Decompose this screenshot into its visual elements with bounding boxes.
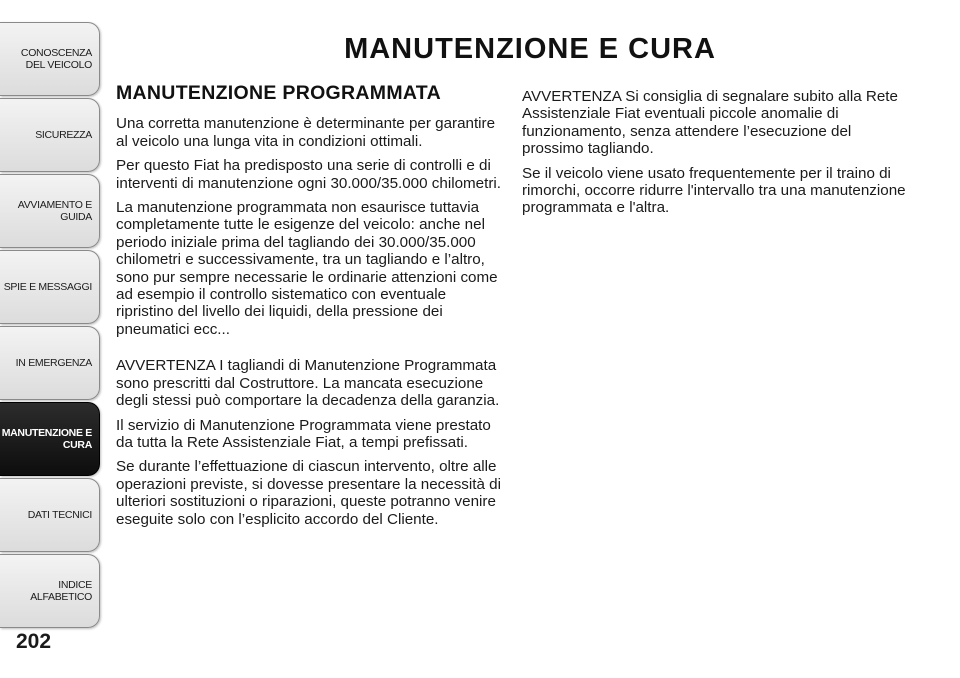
tab-label: DATI TECNICI	[27, 509, 92, 521]
paragraph: Per questo Fiat ha predisposto una serie di controlli e di interventi di manutenzione ogni 30.000/35.000 chilometri.	[116, 157, 501, 192]
section-heading: MANUTENZIONE PROGRAMMATA	[116, 82, 441, 104]
warning-paragraph: AVVERTENZA Si consiglia di segnalare subito alla Rete Assistenziale Fiat eventuali piccole anomalie di funzionamento, senza attendere l’esecuzione del prossimo tagliando.	[522, 88, 898, 158]
tab-in-emergenza[interactable]	[0, 326, 100, 400]
warning-paragraph: AVVERTENZA I tagliandi di Manutenzione Programmata sono prescritti dal Costruttore. La mancata esecuzione degli stessi può comportare la decadenza della garanzia.	[116, 357, 500, 410]
page-title: MANUTENZIONE E CURA	[344, 33, 716, 66]
tab-avviamento-e-guida[interactable]	[0, 174, 100, 248]
tab-sicurezza[interactable]	[0, 98, 100, 172]
tab-label: SPIE E MESSAGGI	[3, 281, 92, 293]
tab-label: IN EMERGENZA	[15, 357, 92, 369]
tab-label: SICUREZZA	[35, 129, 92, 141]
paragraph: Una corretta manutenzione è determinante per garantire al veicolo una lunga vita in condizioni ottimali.	[116, 115, 496, 150]
tab-label: MANUTENZIONE E CURA	[1, 427, 92, 451]
tab-label: AVVIAMENTO E GUIDA	[17, 199, 92, 223]
paragraph: Se durante l’effettuazione di ciascun intervento, oltre alle operazioni previste, si dovesse presentare la necessità di ulteriori sostituzioni o riparazioni, queste potranno venire eseguite solo con l’esplicito accordo del Cliente.	[116, 458, 501, 528]
page-number: 202	[16, 630, 52, 653]
tab-dati-tecnici[interactable]	[0, 478, 100, 552]
tab-label: CONOSCENZA DEL VEICOLO	[20, 47, 92, 71]
tab-manutenzione-e-cura[interactable]	[0, 402, 100, 476]
paragraph: Se il veicolo viene usato frequentemente per il traino di rimorchi, occorre ridurre l'intervallo tra una manutenzione programmata e l'altra.	[522, 164, 906, 217]
paragraph: La manutenzione programmata non esaurisce tuttavia completamente tutte le esigenze del veicolo: anche nel periodo iniziale prima del tagliando dei 30.000/35.000 chilometri e successivamente, tra un tagliando e l’altro, sono pur sempre necessarie le ordinarie attenzioni come ad esempio il controllo sistematico con eventuale ripristino del livello dei liquidi, della pressione dei pneumatici ecc...	[116, 199, 498, 338]
paragraph: Il servizio di Manutenzione Programmata viene prestato da tutta la Rete Assistenziale Fiat, a tempi prefissati.	[116, 416, 491, 451]
right-column	[522, 88, 907, 224]
tab-spie-e-messaggi[interactable]	[0, 250, 100, 324]
tab-label: INDICE ALFABETICO	[30, 579, 92, 603]
tab-indice-alfabetico[interactable]	[0, 554, 100, 628]
left-column	[116, 80, 506, 535]
